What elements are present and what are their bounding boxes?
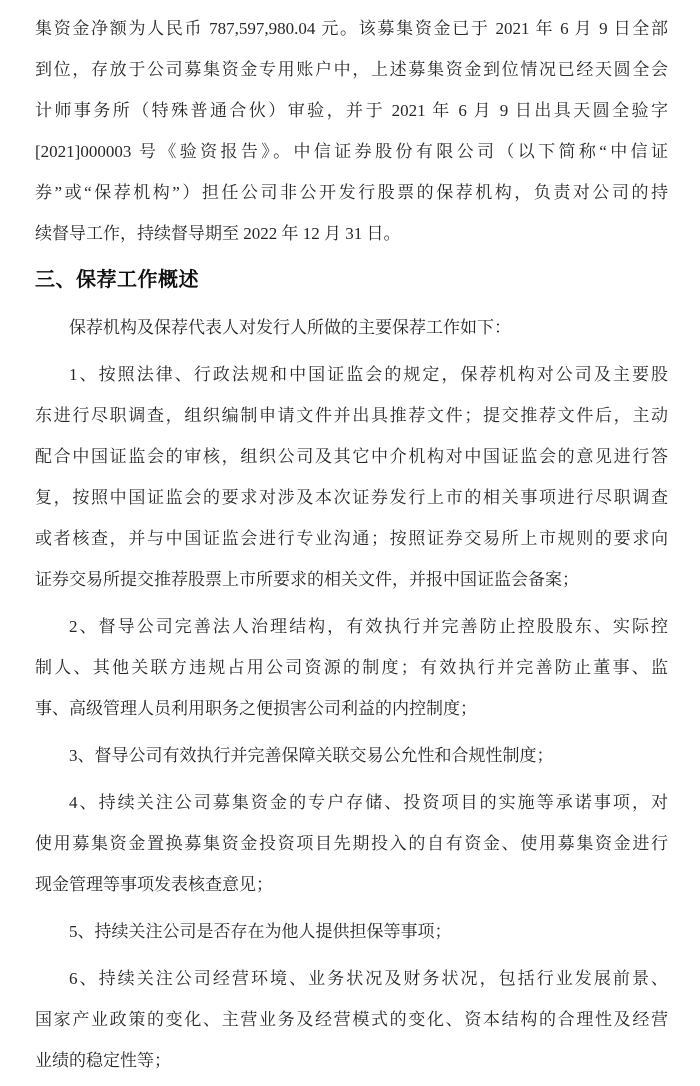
work-item-1 [35, 354, 668, 600]
text-line: 配合中国证监会的审核，组织公司及其它中介机构对中国证监会的意见进行答 [35, 447, 668, 466]
paragraph-raised-funds-continuation [35, 8, 668, 254]
text-line: 东进行尽职调查，组织编制申请文件并出具推荐文件；提交推荐文件后，主动 [35, 406, 668, 425]
text-line: 6、持续关注公司经营环境、业务状况及财务状况，包括行业发展前景、 [69, 969, 668, 988]
text-line: 到位，存放于公司募集资金专用账户中，上述募集资金到位情况已经天圆全会 [35, 60, 668, 79]
document-body [35, 8, 668, 1081]
text-line: 复，按照中国证监会的要求对涉及本次证券发行上市的相关事项进行尽职调查 [35, 488, 668, 507]
text-line: 国家产业政策的变化、主营业务及经营模式的变化、资本结构的合理性及经营 [35, 1010, 668, 1029]
text-line: [2021]000003 号《验资报告》。中信证券股份有限公司（以下简称“中信证 [35, 142, 668, 161]
text-line: 业绩的稳定性等； [35, 1051, 171, 1070]
text-line: 现金管理等事项发表核查意见； [35, 875, 273, 894]
text-line: 3、督导公司有效执行并完善保障关联交易公允性和合规性制度； [69, 746, 554, 765]
text-line: 5、持续关注公司是否存在为他人提供担保等事项； [69, 922, 452, 941]
text-line: 使用募集资金置换募集资金投资项目先期投入的自有资金、使用募集资金进行 [35, 834, 668, 853]
text-line: 集资金净额为人民币 787,597,980.04 元。该募集资金已于 2021 年 6 月 9 日全部 [35, 19, 668, 38]
work-item-3 [35, 735, 668, 776]
text-line: 制人、其他关联方违规占用公司资源的制度；有效执行并完善防止董事、监 [35, 658, 668, 677]
text-line: 1、按照法律、行政法规和中国证监会的规定，保荐机构对公司及主要股 [69, 365, 668, 384]
text-line: 事、高级管理人员利用职务之便损害公司利益的内控制度； [35, 699, 477, 718]
section-heading-sponsor-work-overview: 三、保荐工作概述 [35, 269, 199, 291]
work-item-2 [35, 606, 668, 729]
work-item-5 [35, 911, 668, 952]
text-line: 计师事务所（特殊普通合伙）审验，并于 2021 年 6 月 9 日出具天圆全验字 [35, 101, 668, 120]
text-line: 券”或“保荐机构”）担任公司非公开发行股票的保荐机构，负责对公司的持 [35, 183, 668, 202]
text-line: 或者核查，并与中国证监会进行专业沟通；按照证券交易所上市规则的要求向 [35, 529, 668, 548]
work-item-6 [35, 958, 668, 1081]
text-line: 保荐机构及保荐代表人对发行人所做的主要保荐工作如下： [69, 318, 511, 337]
work-item-4 [35, 782, 668, 905]
text-line: 续督导工作，持续督导期至 2022 年 12 月 31 日。 [35, 224, 401, 243]
text-line: 4、持续关注公司募集资金的专户存储、投资项目的实施等承诺事项，对 [69, 793, 668, 812]
text-line: 2、督导公司完善法人治理结构，有效执行并完善防止控股股东、实际控 [69, 617, 668, 636]
paragraph-intro [35, 307, 668, 348]
text-line: 证券交易所提交推荐股票上市所要求的相关文件，并报中国证监会备案； [35, 570, 579, 589]
